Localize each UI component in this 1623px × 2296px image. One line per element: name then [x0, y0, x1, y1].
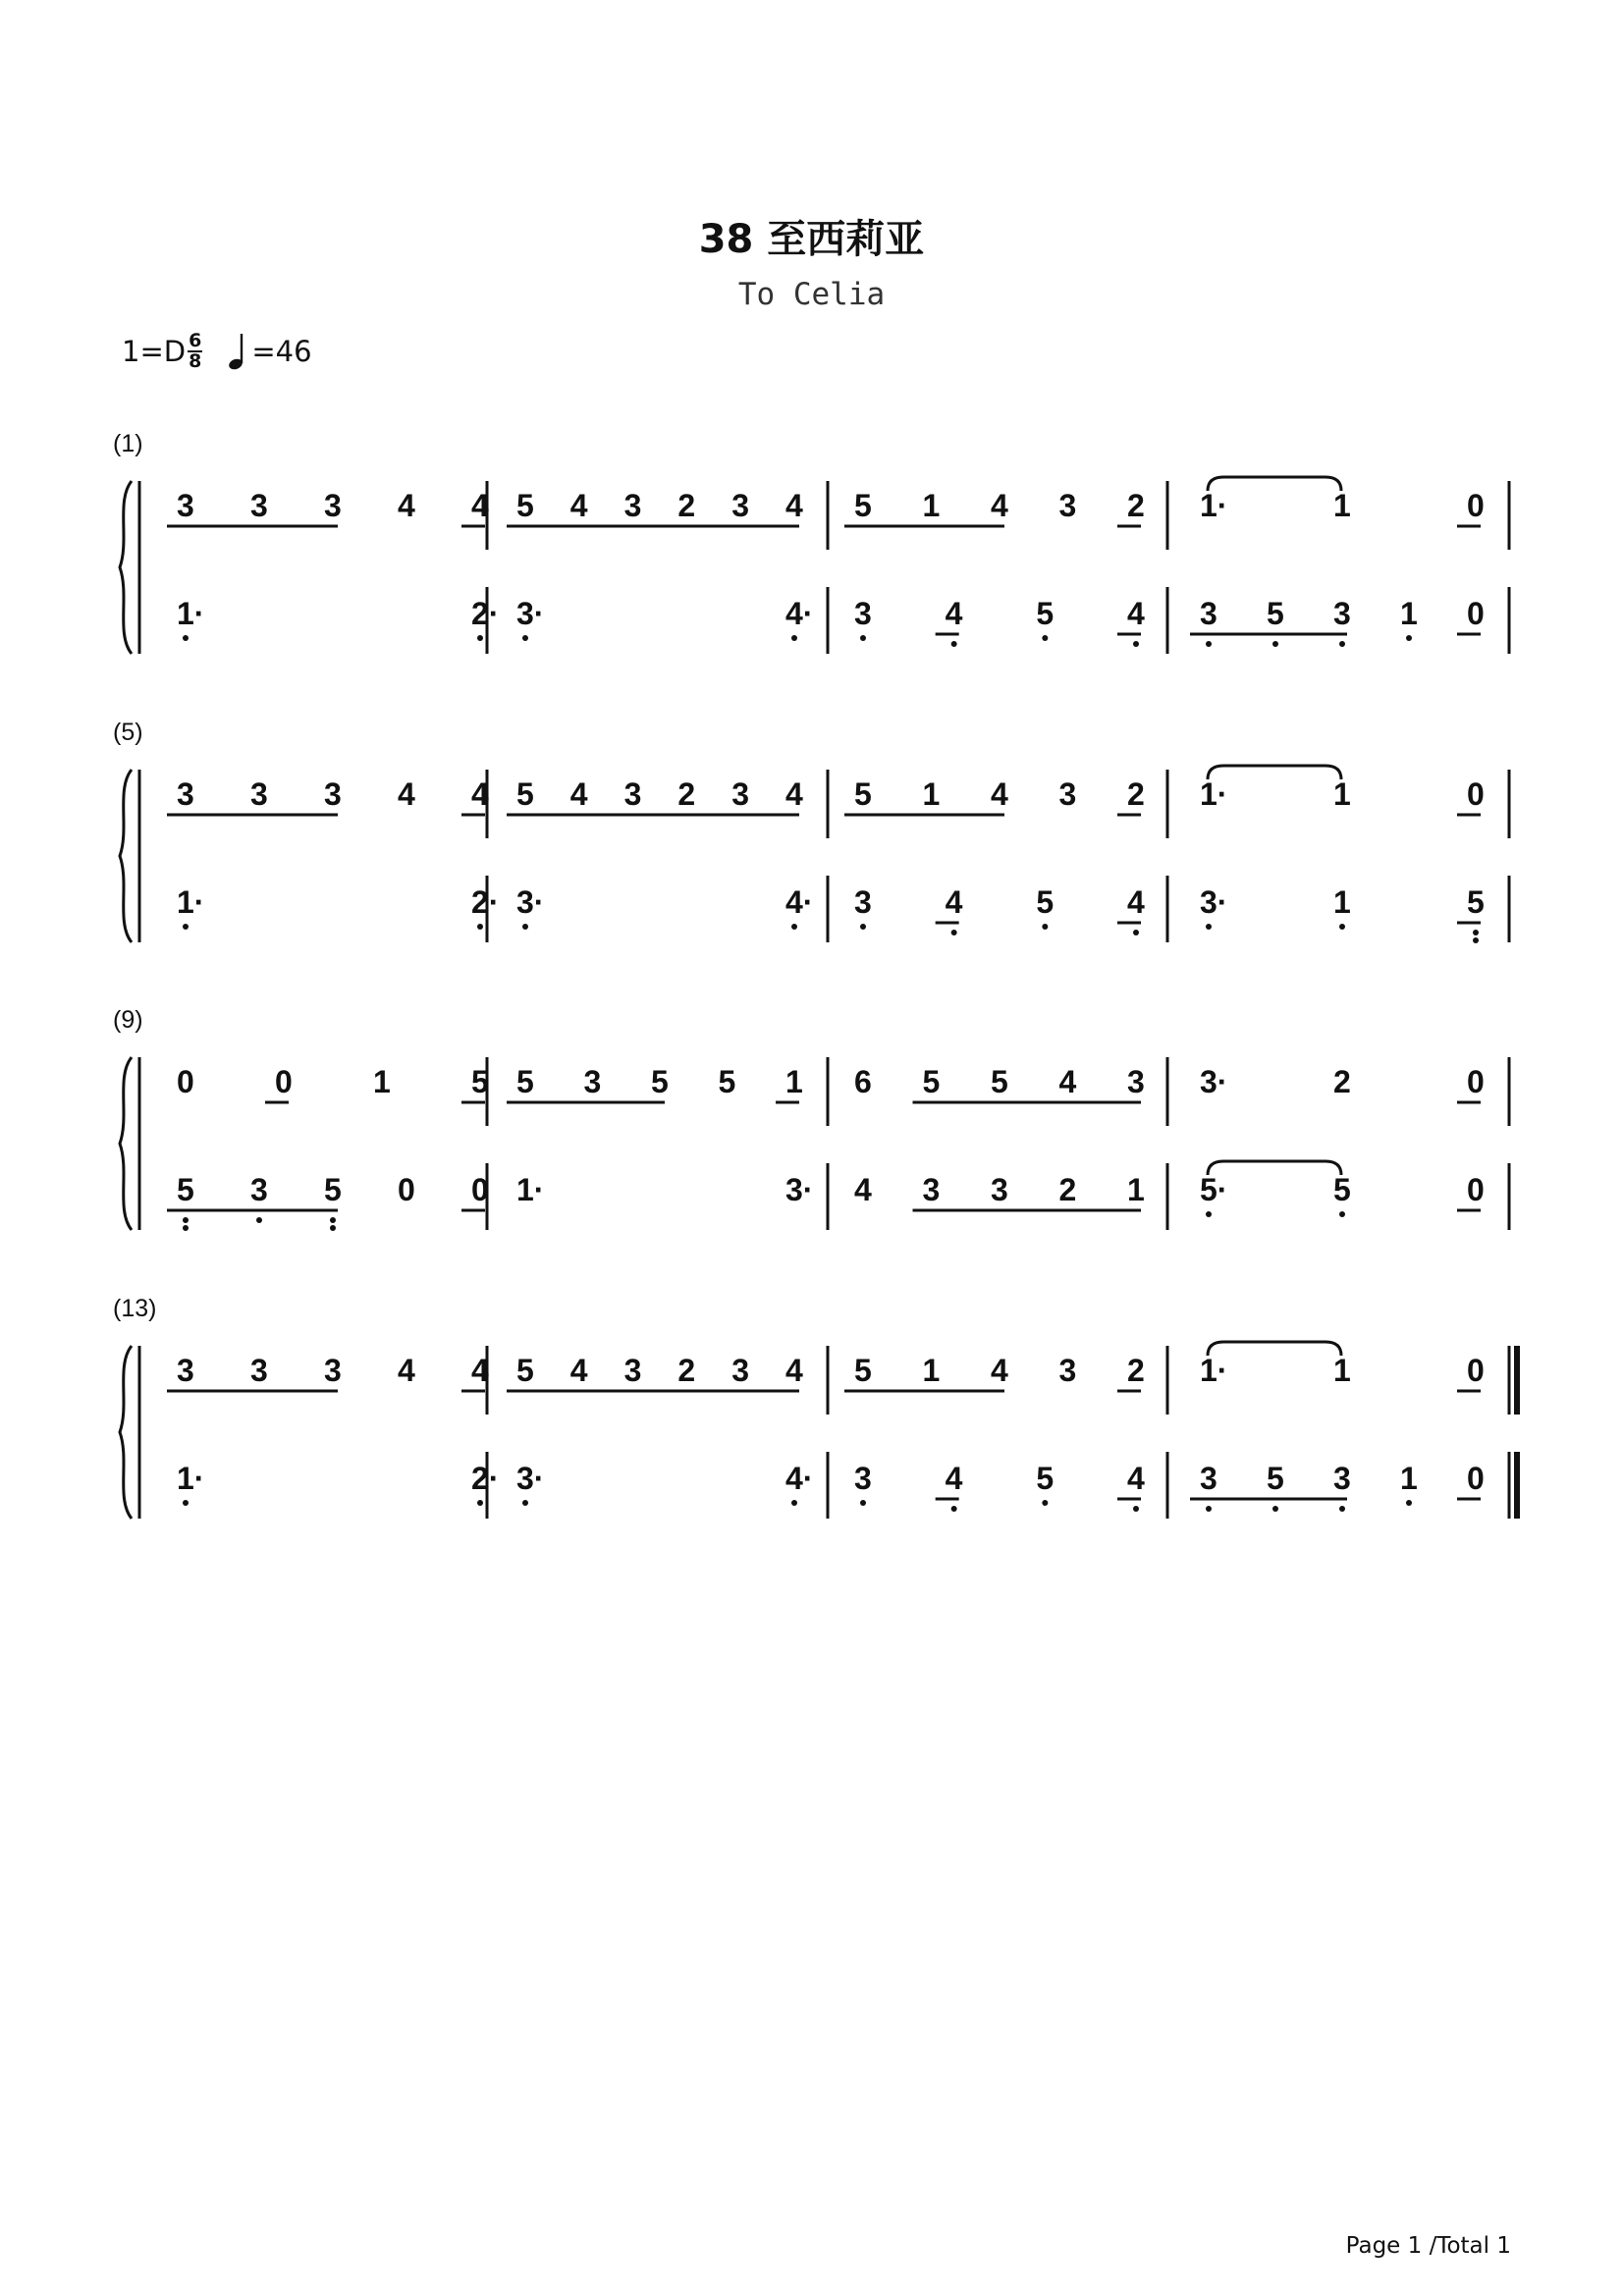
treble-note: 1	[1333, 488, 1351, 523]
bass-note: 5	[1467, 884, 1485, 920]
treble-note: 3	[250, 488, 268, 523]
treble-note: 3	[1058, 1353, 1077, 1388]
bass-note: 1·	[177, 884, 205, 920]
treble-note: 4	[785, 1353, 803, 1388]
treble-note: 1·	[1200, 1353, 1228, 1388]
treble-note: 1	[922, 776, 941, 812]
bass-note: 2·	[471, 884, 500, 920]
bass-note: 5·	[1200, 1172, 1228, 1207]
bass-octave-dot	[860, 635, 866, 641]
brace	[120, 481, 132, 654]
bass-note: 5	[177, 1172, 194, 1207]
bass-note: 1	[1400, 596, 1418, 631]
bass-note: 3·	[785, 1172, 814, 1207]
bass-octave-dot	[256, 1217, 262, 1223]
page-footer: Page 1 /Total 1	[1345, 2233, 1511, 2259]
bass-octave-dot	[477, 924, 483, 930]
bass-octave-dot	[522, 924, 528, 930]
bass-note: 0	[471, 1172, 489, 1207]
treble-note: 4	[398, 1353, 415, 1388]
treble-note: 0	[1467, 1064, 1485, 1099]
bass-octave-dot	[522, 1500, 528, 1506]
treble-note: 3·	[1200, 1064, 1228, 1099]
treble-note: 1	[1333, 776, 1351, 812]
treble-note: 3	[731, 488, 749, 523]
treble-note: 5	[516, 488, 534, 523]
treble-note: 2	[677, 488, 696, 523]
bass-note: 3	[1333, 1461, 1351, 1496]
measure-number: (9)	[113, 1006, 143, 1034]
treble-note: 4	[471, 1353, 489, 1388]
bass-note: 4	[1127, 1461, 1145, 1496]
treble-note: 5	[854, 488, 872, 523]
treble-note: 6	[854, 1064, 872, 1099]
treble-note: 2	[1127, 488, 1145, 523]
bass-octave-dot	[1473, 930, 1479, 935]
treble-note: 1·	[1200, 776, 1228, 812]
bass-note: 4	[945, 596, 963, 631]
treble-note: 4	[471, 488, 489, 523]
bass-note: 2·	[471, 1461, 500, 1496]
brace	[120, 1057, 132, 1230]
treble-note: 5	[854, 776, 872, 812]
treble-note: 3	[731, 776, 749, 812]
treble-note: 4	[398, 488, 415, 523]
bass-note: 3·	[516, 596, 545, 631]
bass-note: 2	[1058, 1172, 1077, 1207]
treble-note: 3	[177, 776, 194, 812]
bass-octave-dot	[1272, 641, 1278, 647]
bass-note: 4	[854, 1172, 872, 1207]
bass-note: 3	[854, 596, 872, 631]
bass-note: 0	[1467, 596, 1485, 631]
bass-note: 5	[1036, 1461, 1055, 1496]
treble-note: 5	[854, 1353, 872, 1388]
treble-note: 0	[275, 1064, 293, 1099]
bass-note: 3	[854, 1461, 872, 1496]
treble-note: 5	[516, 1353, 534, 1388]
bass-note: 2·	[471, 596, 500, 631]
bass-note: 3	[1200, 596, 1217, 631]
bass-note: 5	[1333, 1172, 1351, 1207]
treble-note: 5	[718, 1064, 736, 1099]
treble-note: 0	[1467, 1353, 1485, 1388]
bass-octave-dot	[860, 924, 866, 930]
bass-octave-dot	[791, 1500, 797, 1506]
treble-note: 3	[250, 776, 268, 812]
bass-octave-dot	[330, 1225, 336, 1231]
time-signature-bottom: 8	[189, 350, 202, 372]
treble-note: 5	[991, 1064, 1008, 1099]
treble-note: 3	[623, 488, 642, 523]
bass-note: 4	[945, 1461, 963, 1496]
bass-note: 4	[1127, 596, 1145, 631]
bass-note: 1	[1127, 1172, 1145, 1207]
system	[113, 719, 1509, 943]
bass-note: 5	[1036, 596, 1055, 631]
brace	[120, 770, 132, 942]
treble-note: 4	[785, 488, 803, 523]
bass-note: 4·	[785, 884, 814, 920]
treble-note: 5	[516, 776, 534, 812]
treble-note: 5	[651, 1064, 669, 1099]
treble-note: 0	[1467, 776, 1485, 812]
brace	[120, 1346, 132, 1519]
bass-octave-dot	[1339, 924, 1345, 930]
measure-number: (13)	[113, 1295, 157, 1322]
bass-note: 1·	[516, 1172, 545, 1207]
bass-note: 1	[1333, 884, 1351, 920]
bass-octave-dot	[1272, 1506, 1278, 1512]
bass-note: 3	[1333, 596, 1351, 631]
treble-note: 3	[250, 1353, 268, 1388]
treble-note: 4	[569, 488, 588, 523]
treble-note: 3	[324, 776, 342, 812]
treble-note: 3	[1058, 488, 1077, 523]
bass-note: 5	[1036, 884, 1055, 920]
bass-note: 4·	[785, 596, 814, 631]
treble-note: 3	[177, 1353, 194, 1388]
system	[113, 430, 1509, 654]
bass-note: 0	[398, 1172, 415, 1207]
treble-note: 3	[324, 488, 342, 523]
bass-note: 1	[1400, 1461, 1418, 1496]
bass-octave-dot	[183, 1225, 189, 1231]
treble-note: 4	[1058, 1064, 1077, 1099]
treble-note: 4	[398, 776, 415, 812]
treble-note: 1	[922, 488, 941, 523]
bass-note: 4·	[785, 1461, 814, 1496]
treble-note: 2	[1127, 776, 1145, 812]
tempo-label: =46	[251, 335, 312, 368]
bass-octave-dot	[183, 635, 189, 641]
treble-note: 4	[991, 776, 1008, 812]
bass-note: 3·	[516, 1461, 545, 1496]
measure-number: (1)	[113, 430, 143, 457]
bass-octave-dot	[1339, 1506, 1345, 1512]
song-subtitle: To Celia	[737, 277, 886, 312]
bass-octave-dot	[1406, 1500, 1412, 1506]
bass-octave-dot	[791, 924, 797, 930]
bass-note: 3	[1200, 1461, 1217, 1496]
treble-note: 3	[177, 488, 194, 523]
treble-note: 3	[324, 1353, 342, 1388]
treble-note: 5	[516, 1064, 534, 1099]
bass-octave-dot	[1206, 1211, 1212, 1217]
bass-octave-dot	[477, 1500, 483, 1506]
bass-octave-dot	[330, 1217, 336, 1223]
bass-note: 0	[1467, 1172, 1485, 1207]
treble-note: 3	[583, 1064, 602, 1099]
bass-note: 3	[922, 1172, 941, 1207]
bass-octave-dot	[1042, 1500, 1048, 1506]
treble-note: 4	[991, 1353, 1008, 1388]
bass-octave-dot	[951, 641, 957, 647]
treble-note: 4	[991, 488, 1008, 523]
treble-note: 1	[1333, 1353, 1351, 1388]
treble-note: 3	[623, 776, 642, 812]
treble-note: 1·	[1200, 488, 1228, 523]
bass-octave-dot	[183, 924, 189, 930]
time-signature-top: 6	[189, 330, 202, 351]
treble-note: 2	[1127, 1353, 1145, 1388]
treble-note: 3	[731, 1353, 749, 1388]
treble-note: 4	[785, 776, 803, 812]
treble-note: 1	[922, 1353, 941, 1388]
bass-octave-dot	[1339, 641, 1345, 647]
song-title: 38 至西莉亚	[698, 217, 925, 262]
bass-note: 5	[1267, 596, 1284, 631]
treble-note: 0	[177, 1064, 194, 1099]
treble-note: 1	[785, 1064, 803, 1099]
treble-note: 3	[623, 1353, 642, 1388]
system	[113, 1006, 1509, 1231]
bass-note: 0	[1467, 1461, 1485, 1496]
treble-note: 3	[1058, 776, 1077, 812]
bass-octave-dot	[183, 1500, 189, 1506]
bass-octave-dot	[1406, 635, 1412, 641]
treble-note: 3	[1127, 1064, 1145, 1099]
bass-octave-dot	[860, 1500, 866, 1506]
bass-note: 5	[324, 1172, 342, 1207]
bass-octave-dot	[1133, 930, 1139, 935]
treble-note: 5	[922, 1064, 941, 1099]
bass-octave-dot	[1339, 1211, 1345, 1217]
treble-note: 1	[373, 1064, 391, 1099]
bass-octave-dot	[477, 635, 483, 641]
treble-note: 4	[569, 1353, 588, 1388]
bass-note: 4	[945, 884, 963, 920]
bass-note: 4	[1127, 884, 1145, 920]
bass-note: 3·	[1200, 884, 1228, 920]
bass-octave-dot	[1206, 1506, 1212, 1512]
key-label: 1=D	[122, 335, 187, 368]
bass-octave-dot	[791, 635, 797, 641]
bass-octave-dot	[1133, 641, 1139, 647]
bass-octave-dot	[1133, 1506, 1139, 1512]
measure-number: (5)	[113, 719, 143, 746]
bass-octave-dot	[1206, 924, 1212, 930]
bass-note: 5	[1267, 1461, 1284, 1496]
treble-note: 2	[1333, 1064, 1351, 1099]
treble-note: 5	[471, 1064, 489, 1099]
bass-octave-dot	[951, 930, 957, 935]
bass-octave-dot	[183, 1217, 189, 1223]
bass-note: 1·	[177, 1461, 205, 1496]
bass-note: 3	[991, 1172, 1008, 1207]
bass-octave-dot	[1042, 924, 1048, 930]
bass-octave-dot	[951, 1506, 957, 1512]
treble-note: 0	[1467, 488, 1485, 523]
bass-octave-dot	[1473, 937, 1479, 943]
treble-note: 2	[677, 776, 696, 812]
bass-note: 1·	[177, 596, 205, 631]
bass-note: 3	[854, 884, 872, 920]
bass-octave-dot	[522, 635, 528, 641]
bass-octave-dot	[1206, 641, 1212, 647]
system	[113, 1295, 1517, 1519]
treble-note: 4	[471, 776, 489, 812]
bass-note: 3	[250, 1172, 268, 1207]
bass-note: 3·	[516, 884, 545, 920]
treble-note: 4	[569, 776, 588, 812]
treble-note: 2	[677, 1353, 696, 1388]
bass-octave-dot	[1042, 635, 1048, 641]
